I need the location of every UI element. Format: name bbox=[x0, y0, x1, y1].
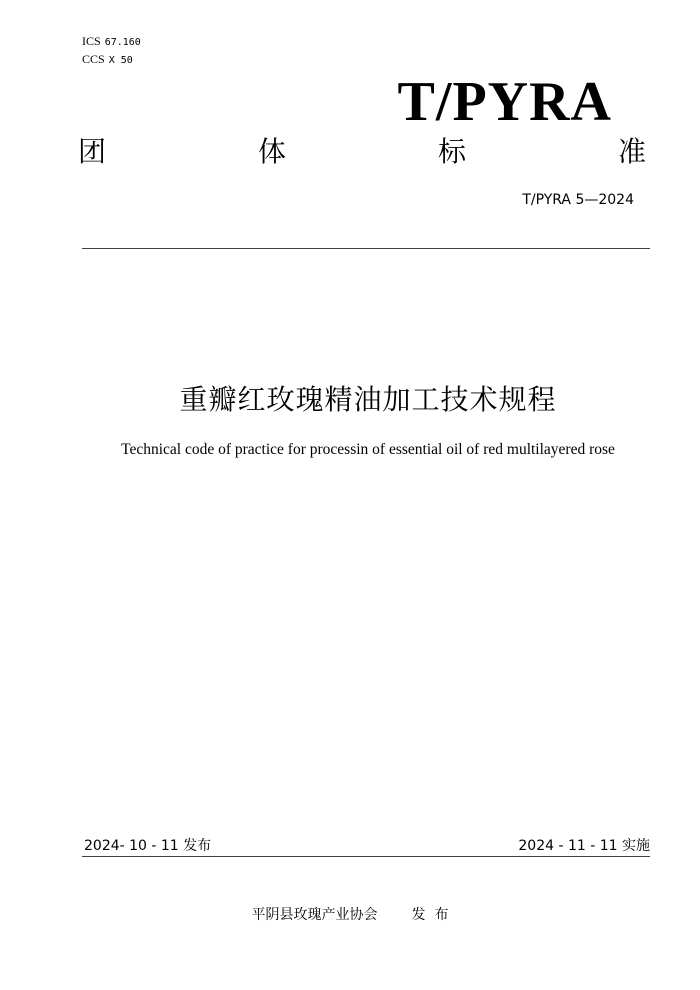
ccs-label: CCS bbox=[82, 52, 105, 66]
standard-type-char: 准 bbox=[617, 135, 646, 168]
standard-type-char: 团 bbox=[78, 135, 107, 168]
standard-type-char: 标 bbox=[437, 135, 466, 168]
ccs-value: X 50 bbox=[108, 55, 133, 66]
standard-logo: T/PYRA bbox=[397, 71, 612, 133]
ics-row bbox=[82, 33, 141, 51]
document-title-english: Technical code of practice for processin of essential oil of red multilayered rose bbox=[121, 441, 615, 458]
top-divider bbox=[82, 248, 650, 249]
publisher-line bbox=[0, 904, 700, 924]
issue-date: 2024- 10 - 11 发布 bbox=[84, 838, 212, 854]
standard-number: T/PYRA 5—2024 bbox=[522, 192, 634, 208]
ccs-row bbox=[82, 51, 141, 69]
classification-codes bbox=[82, 33, 141, 69]
publisher-org: 平阴县玫瑰产业协会 bbox=[251, 907, 378, 923]
standard-type-heading bbox=[78, 134, 646, 170]
document-title-chinese: 重瓣红玫瑰精油加工技术规程 bbox=[179, 383, 557, 416]
implementation-date: 2024 - 11 - 11 实施 bbox=[518, 838, 650, 854]
ics-label: ICS bbox=[82, 34, 101, 48]
bottom-divider bbox=[82, 856, 650, 857]
ics-value: 67.160 bbox=[104, 37, 141, 48]
publisher-action: 发 布 bbox=[411, 907, 449, 923]
standard-type-char: 体 bbox=[257, 135, 286, 168]
